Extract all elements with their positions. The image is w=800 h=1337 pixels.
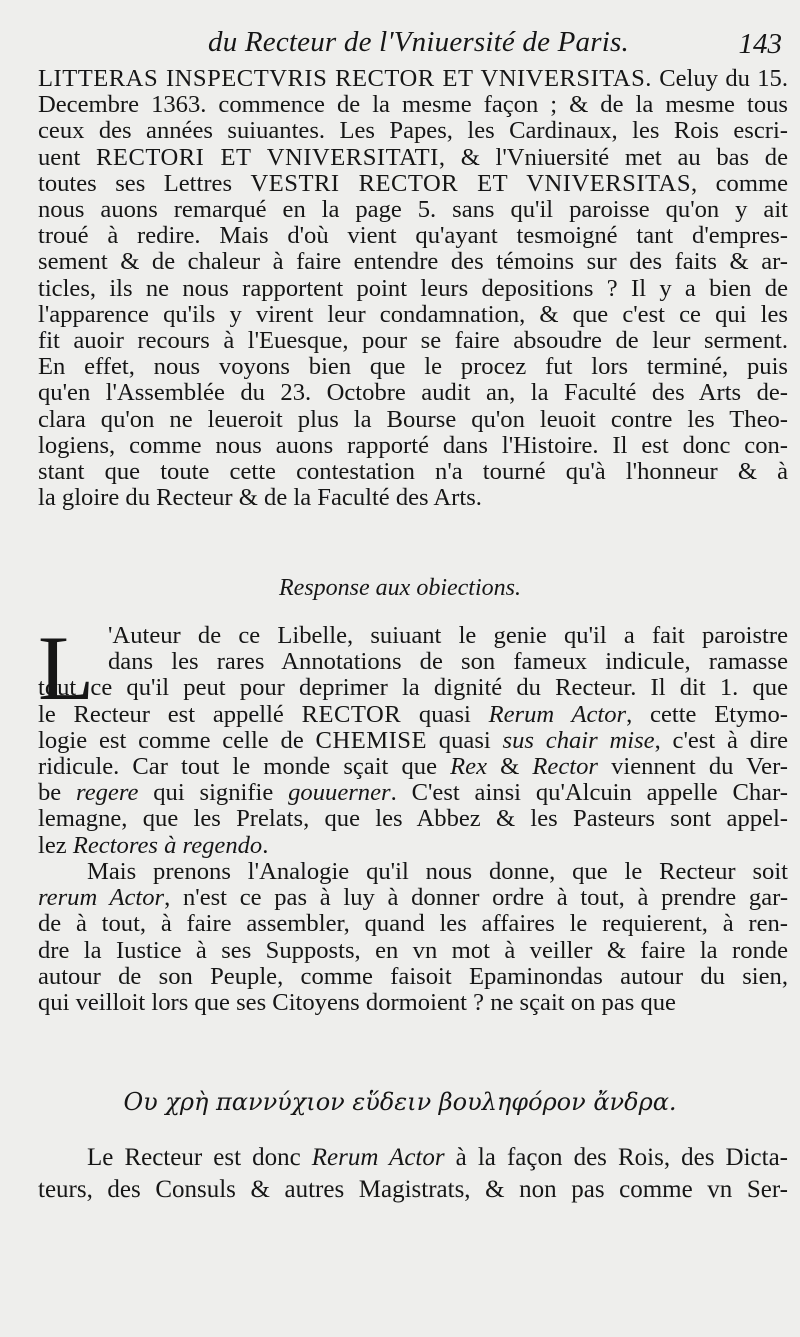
text-line: troué à redire. Mais d'où vient qu'ayant tesmoigné tant d'empres- <box>38 222 788 250</box>
italic-text: Rectores à regendo <box>72 831 263 859</box>
text-line: En effet, nous voyons bien que le procez fut lors terminé, puis <box>38 353 788 381</box>
text-span: Celuy du 15. <box>651 65 788 92</box>
text-line: lemagne, que les Prelats, que les Abbez & les Pasteurs sont appel- <box>38 805 788 833</box>
text-line: dre la Iustice à ses Supposts, en vn mot à veiller & faire la ronde <box>38 936 788 964</box>
text-span: , c'est à dire <box>654 726 788 754</box>
text-line: Mais prenons l'Analogie qu'il nous donne, que le Recteur soit <box>87 858 788 885</box>
text-span: , & l'Vniuersité met au bas de <box>438 143 788 171</box>
text-span: lez <box>38 831 73 859</box>
text-line <box>38 833 788 859</box>
italic-text: Rerum Actor <box>488 700 627 728</box>
text-line: teurs, des Consuls & autres Magistrats, & non pas comme vn Ser- <box>38 1176 788 1203</box>
small-caps-text: CHEMISE <box>315 726 427 754</box>
text-line <box>38 728 788 754</box>
italic-text: rerum Actor <box>38 884 165 912</box>
page-number: 143 <box>738 28 782 60</box>
text-line: ceux des années suiuantes. Les Papes, les Cardinaux, les Rois escri- <box>38 117 788 145</box>
paragraph-3 <box>38 859 788 1016</box>
text-span: à la façon des Rois, des Dicta- <box>444 1144 789 1171</box>
text-line: sement & de chaleur à faire entendre des témoins sur des faits & ar- <box>38 248 788 276</box>
text-line <box>38 66 788 92</box>
italic-text: Rerum Actor <box>311 1144 445 1171</box>
text-line: dans les rares Annotations de son fameux indicule, ramasse <box>108 648 788 676</box>
text-line: de à tout, à faire assembler, quand les affaires le requierent, à ren- <box>38 910 788 938</box>
text-line: qu'en l'Assemblée du 23. Octobre audit an, la Faculté des Arts de- <box>38 379 788 407</box>
text-span: toutes ses Lettres <box>38 169 251 197</box>
text-line <box>38 171 788 197</box>
text-span: quasi <box>427 726 503 754</box>
paragraph-1 <box>38 66 788 511</box>
running-title: du Recteur de l'Vniuersité de Paris. <box>208 26 629 58</box>
small-caps-text: RECTORI ET VNIVERSITATI <box>96 143 439 171</box>
text-line: tout ce qu'il peut pour deprimer la dignité du Recteur. Il dit 1. que <box>38 674 788 702</box>
text-span: , n'est ce pas à luy à donner ordre à tout, à prendre gar- <box>164 884 789 912</box>
small-caps-text: RECTOR <box>301 700 402 728</box>
text-span: . <box>262 831 269 859</box>
text-span: viennent du Ver- <box>597 753 788 781</box>
text-line <box>38 145 788 171</box>
text-line <box>38 885 788 911</box>
paragraph-2 <box>38 617 788 859</box>
page-header <box>38 22 782 62</box>
italic-text: Rex <box>450 753 488 781</box>
greek-quotation: Ου χρὴ παννύχιον εὕδειν βουληφόρον ἄνδρα. <box>123 1088 677 1116</box>
text-span: & <box>487 753 533 781</box>
text-line: ticles, ils ne nous rapportent point leurs depositions ? Il y a bien de <box>38 274 788 302</box>
text-span: , comme <box>691 169 789 197</box>
text-line: 'Auteur de ce Libelle, suiuant le genie qu'il a fait paroistre <box>108 622 788 649</box>
text-line: la gloire du Recteur & de la Faculté des Arts. <box>38 484 482 512</box>
text-span: ridicule. Car tout le monde sçait que <box>38 753 451 781</box>
text-span: logie est comme celle de <box>38 726 316 754</box>
section-heading: Response aux obiections. <box>279 575 521 601</box>
text-line <box>38 754 788 780</box>
italic-text: sus chair mise <box>502 726 655 754</box>
text-span: qui signifie <box>138 779 289 807</box>
text-span: uent <box>38 143 97 171</box>
italic-text: gouuerner <box>288 779 391 807</box>
text-span: . C'est ainsi qu'Alcuin appelle Char- <box>390 779 788 807</box>
text-line: Decembre 1363. commence de la mesme façon ; & de la mesme tous <box>38 91 788 119</box>
small-caps-text: VESTRI RECTOR ET VNIVERSITAS <box>250 169 691 197</box>
small-caps-text: LITTERAS INSPECTVRIS RECTOR ET VNIVERSITAS. <box>38 65 652 92</box>
text-span: be <box>38 779 77 807</box>
text-line: qui veilloit lors que ses Citoyens dormoient ? ne sçait on pas que <box>38 989 676 1017</box>
paragraph-4 <box>38 1142 788 1206</box>
text-line: stant que toute cette contestation n'a tourné qu'à l'honneur & à <box>38 458 788 486</box>
italic-text: regere <box>76 779 139 807</box>
text-line <box>38 1142 788 1174</box>
text-line: autour de son Peuple, comme faisoit Epaminondas autour du sien, <box>38 962 788 990</box>
text-line: fit auoir recours à l'Euesque, pour se faire absoudre de leur serment. <box>38 327 788 355</box>
text-span: quasi <box>401 700 489 728</box>
text-line <box>38 702 788 728</box>
text-span: le Recteur est appellé <box>38 700 302 728</box>
text-span: Le Recteur est donc <box>87 1144 312 1171</box>
text-span: , cette Etymo- <box>626 700 788 728</box>
text-line: clara qu'on ne leueroit plus la Bourse qu'on leuoit contre les Theo- <box>38 405 788 433</box>
italic-text: Rector <box>532 753 598 781</box>
text-line: l'apparence qu'ils y virent leur condamnation, & que c'est ce qui les <box>38 300 788 328</box>
text-line <box>38 780 788 806</box>
text-line: nous auons remarqué en la page 5. sans qu'il paroisse qu'on y ait <box>38 196 788 224</box>
text-line: logiens, comme nous auons rapporté dans l'Histoire. Il est donc con- <box>38 431 788 459</box>
drop-cap: L <box>38 617 95 719</box>
